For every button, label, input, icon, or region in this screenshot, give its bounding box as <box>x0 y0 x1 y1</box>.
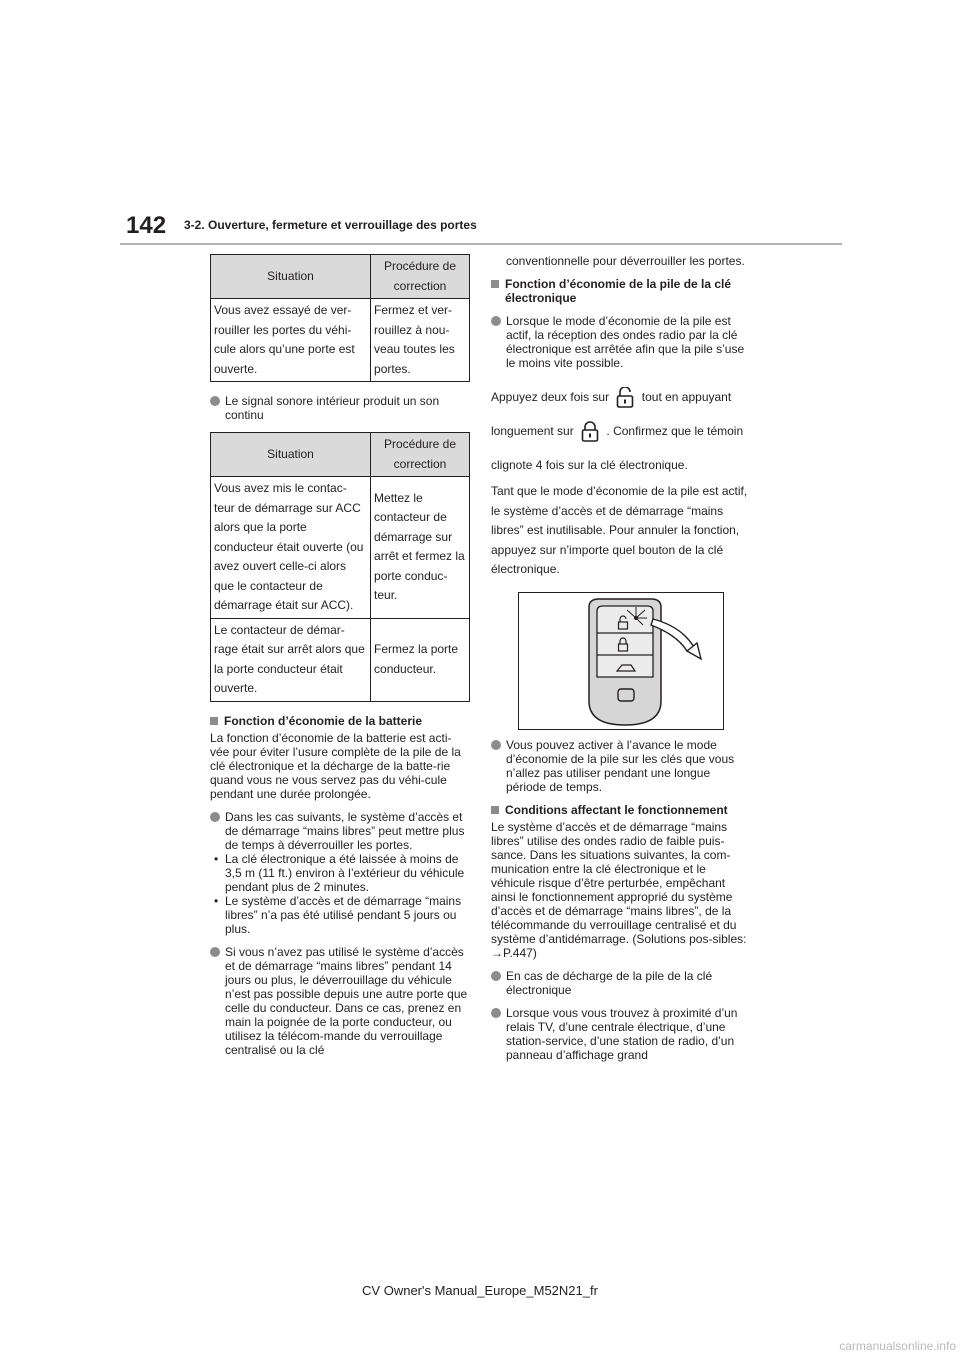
table-header-situation: Situation <box>211 433 371 477</box>
table-cell-procedure: Mettez le contacteur de démarrage sur arrêt et fermez la porte conduc-teur. <box>371 477 470 619</box>
bullet-text: Lorsque le mode d’économie de la pile est actif, la réception des ondes radio par la clé électronique est arrêtée afin que la pile s’use le moins vite possible. <box>506 314 745 370</box>
left-column <box>210 254 470 1057</box>
table-row <box>211 618 470 701</box>
key-fob-icon <box>519 593 723 729</box>
table-cell-situation: Le contacteur de démar-rage était sur arrêt alors que la porte conducteur était ouverte. <box>211 618 371 701</box>
bullet-item <box>210 945 470 1057</box>
section-heading: Conditions affectant le fonctionnement <box>491 803 749 817</box>
situation-table-buzzer <box>210 432 470 702</box>
page-number: 142 <box>126 212 167 239</box>
table-cell-situation: Vous avez mis le contac-teur de démarrage sur ACC alors que la porte conducteur était ouverte (ou avez ouvert celle-ci alors que le contacteur de démarrage était sur ACC). <box>211 477 371 619</box>
square-bullet-icon <box>491 806 499 814</box>
sub-bullet-marker: • <box>214 893 219 908</box>
bullet-dot-icon <box>210 396 220 406</box>
section-heading: Fonction d’économie de la batterie <box>210 714 470 728</box>
bullet-text: Le signal sonore intérieur produit un son continu <box>225 394 440 422</box>
sub-item-text: La clé électronique a été laissée à moins de 3,5 m (11 ft.) environ à l’extérieur du véhicule pendant plus de 2 minutes. <box>225 851 465 894</box>
table-header-procedure: Procédure de correction <box>371 255 470 299</box>
key-fob-illustration <box>518 592 724 730</box>
sub-bullet-marker: • <box>214 851 219 866</box>
bullet-dot-icon <box>491 971 501 981</box>
table-header-situation: Situation <box>211 255 371 299</box>
bullet-dot-icon <box>491 1008 501 1018</box>
instruction-paragraph: Appuyez deux fois sur tout en appuyant longuement sur . Confirmez que le témoin clignote 4 fois sur la clé électronique. <box>491 380 749 482</box>
bullet-text: Si vous n’avez pas utilisé le système d’accès et de démarrage “mains libres” pendant 14 jours ou plus, le déverrouillage du véhicule n’est pas possible depuis une autre porte que celle du conducteur. Dans ce cas, prenez en main la poignée de la porte conducteur, ou utilisez la télécom-mande du verrouillage centralisé ou la clé <box>225 944 468 1057</box>
bullet-dot-icon <box>210 812 220 822</box>
bullet-item <box>491 314 749 370</box>
sub-item <box>210 852 470 894</box>
situation-table-door <box>210 254 470 382</box>
bullet-item <box>491 969 749 997</box>
bullet-item <box>210 394 470 422</box>
table-row <box>211 299 470 382</box>
bullet-continuation: conventionnelle pour déverrouiller les portes. <box>506 254 745 268</box>
unlock-button-icon <box>616 387 634 409</box>
bullet-dot-icon <box>491 740 501 750</box>
table-row <box>211 477 470 619</box>
square-bullet-icon <box>491 280 499 288</box>
bullet-text: En cas de décharge de la pile de la clé électronique <box>506 968 713 997</box>
bullet-text: Dans les cas suivants, le système d’accès et de démarrage “mains libres” peut mettre plus de temps à déverrouiller les portes. <box>225 809 465 852</box>
paragraph: Tant que le mode d’économie de la pile est actif, le système d’accès et de démarrage “mains libres” est inutilisable. Pour annuler la fonction, appuyez sur n’importe quel bouton de la clé électronique. <box>491 484 748 576</box>
table-cell-procedure: Fermez et ver-rouillez à nou-veau toutes les portes. <box>371 299 470 382</box>
bullet-dot-icon <box>210 947 220 957</box>
table-cell-situation: Vous avez essayé de ver-rouiller les portes du véhi-cule alors qu’une porte est ouverte. <box>211 299 371 382</box>
bullet-item <box>491 738 749 794</box>
paragraph: Le système d’accès et de démarrage “mains libres” utilise des ondes radio de faible puis-sance. Dans les situations suivantes, la com-munication entre la clé électronique et le véhicule risque d’être perturbée, empêchant ainsi le fonctionnement approprié du système d’accès et de démarrage “mains libres”, de la télécommande du verrouillage centralisé et du système d’antidémarrage. (Solutions pos-sibles: →P.447) <box>491 819 747 960</box>
bullet-item <box>491 1006 749 1062</box>
square-bullet-icon <box>210 717 218 725</box>
sub-item-text: Le système d’accès et de démarrage “mains libres” n’a pas été utilisé pendant 5 jours ou plus. <box>225 893 462 936</box>
section-title: 3-2. Ouverture, fermeture et verrouillage des portes <box>184 218 477 232</box>
bullet-text: Vous pouvez activer à l’avance le mode d’économie de la pile sur les clés que vous n’allez pas utiliser pendant une longue période de temps. <box>506 737 735 794</box>
sub-item <box>210 894 470 936</box>
lock-button-icon <box>581 421 599 443</box>
paragraph: La fonction d’économie de la batterie est acti-vée pour éviter l’usure complète de la pile de la clé électronique et la décharge de la batte-rie quand vous ne vous servez pas du véhi-cule pendant une durée prolongée. <box>210 730 461 801</box>
watermark: carmanualsonline.info <box>839 1339 956 1353</box>
bullet-dot-icon <box>491 316 501 326</box>
bullet-text: Lorsque vous vous trouvez à proximité d’un relais TV, d’une centrale électrique, d’une station-service, d’une station de radio, d’un panneau d’affichage grand <box>506 1005 738 1062</box>
section-heading: Fonction d’économie de la pile de la clé électronique <box>491 277 749 305</box>
right-column <box>491 254 749 1062</box>
page-footer: CV Owner's Manual_Europe_M52N21_fr <box>362 1283 598 1298</box>
table-cell-procedure: Fermez la porte conducteur. <box>371 618 470 701</box>
bullet-item <box>210 810 470 852</box>
table-header-procedure: Procédure de correction <box>371 433 470 477</box>
header-rule <box>120 243 842 245</box>
page-reference-link[interactable]: →P.447) <box>491 945 537 960</box>
